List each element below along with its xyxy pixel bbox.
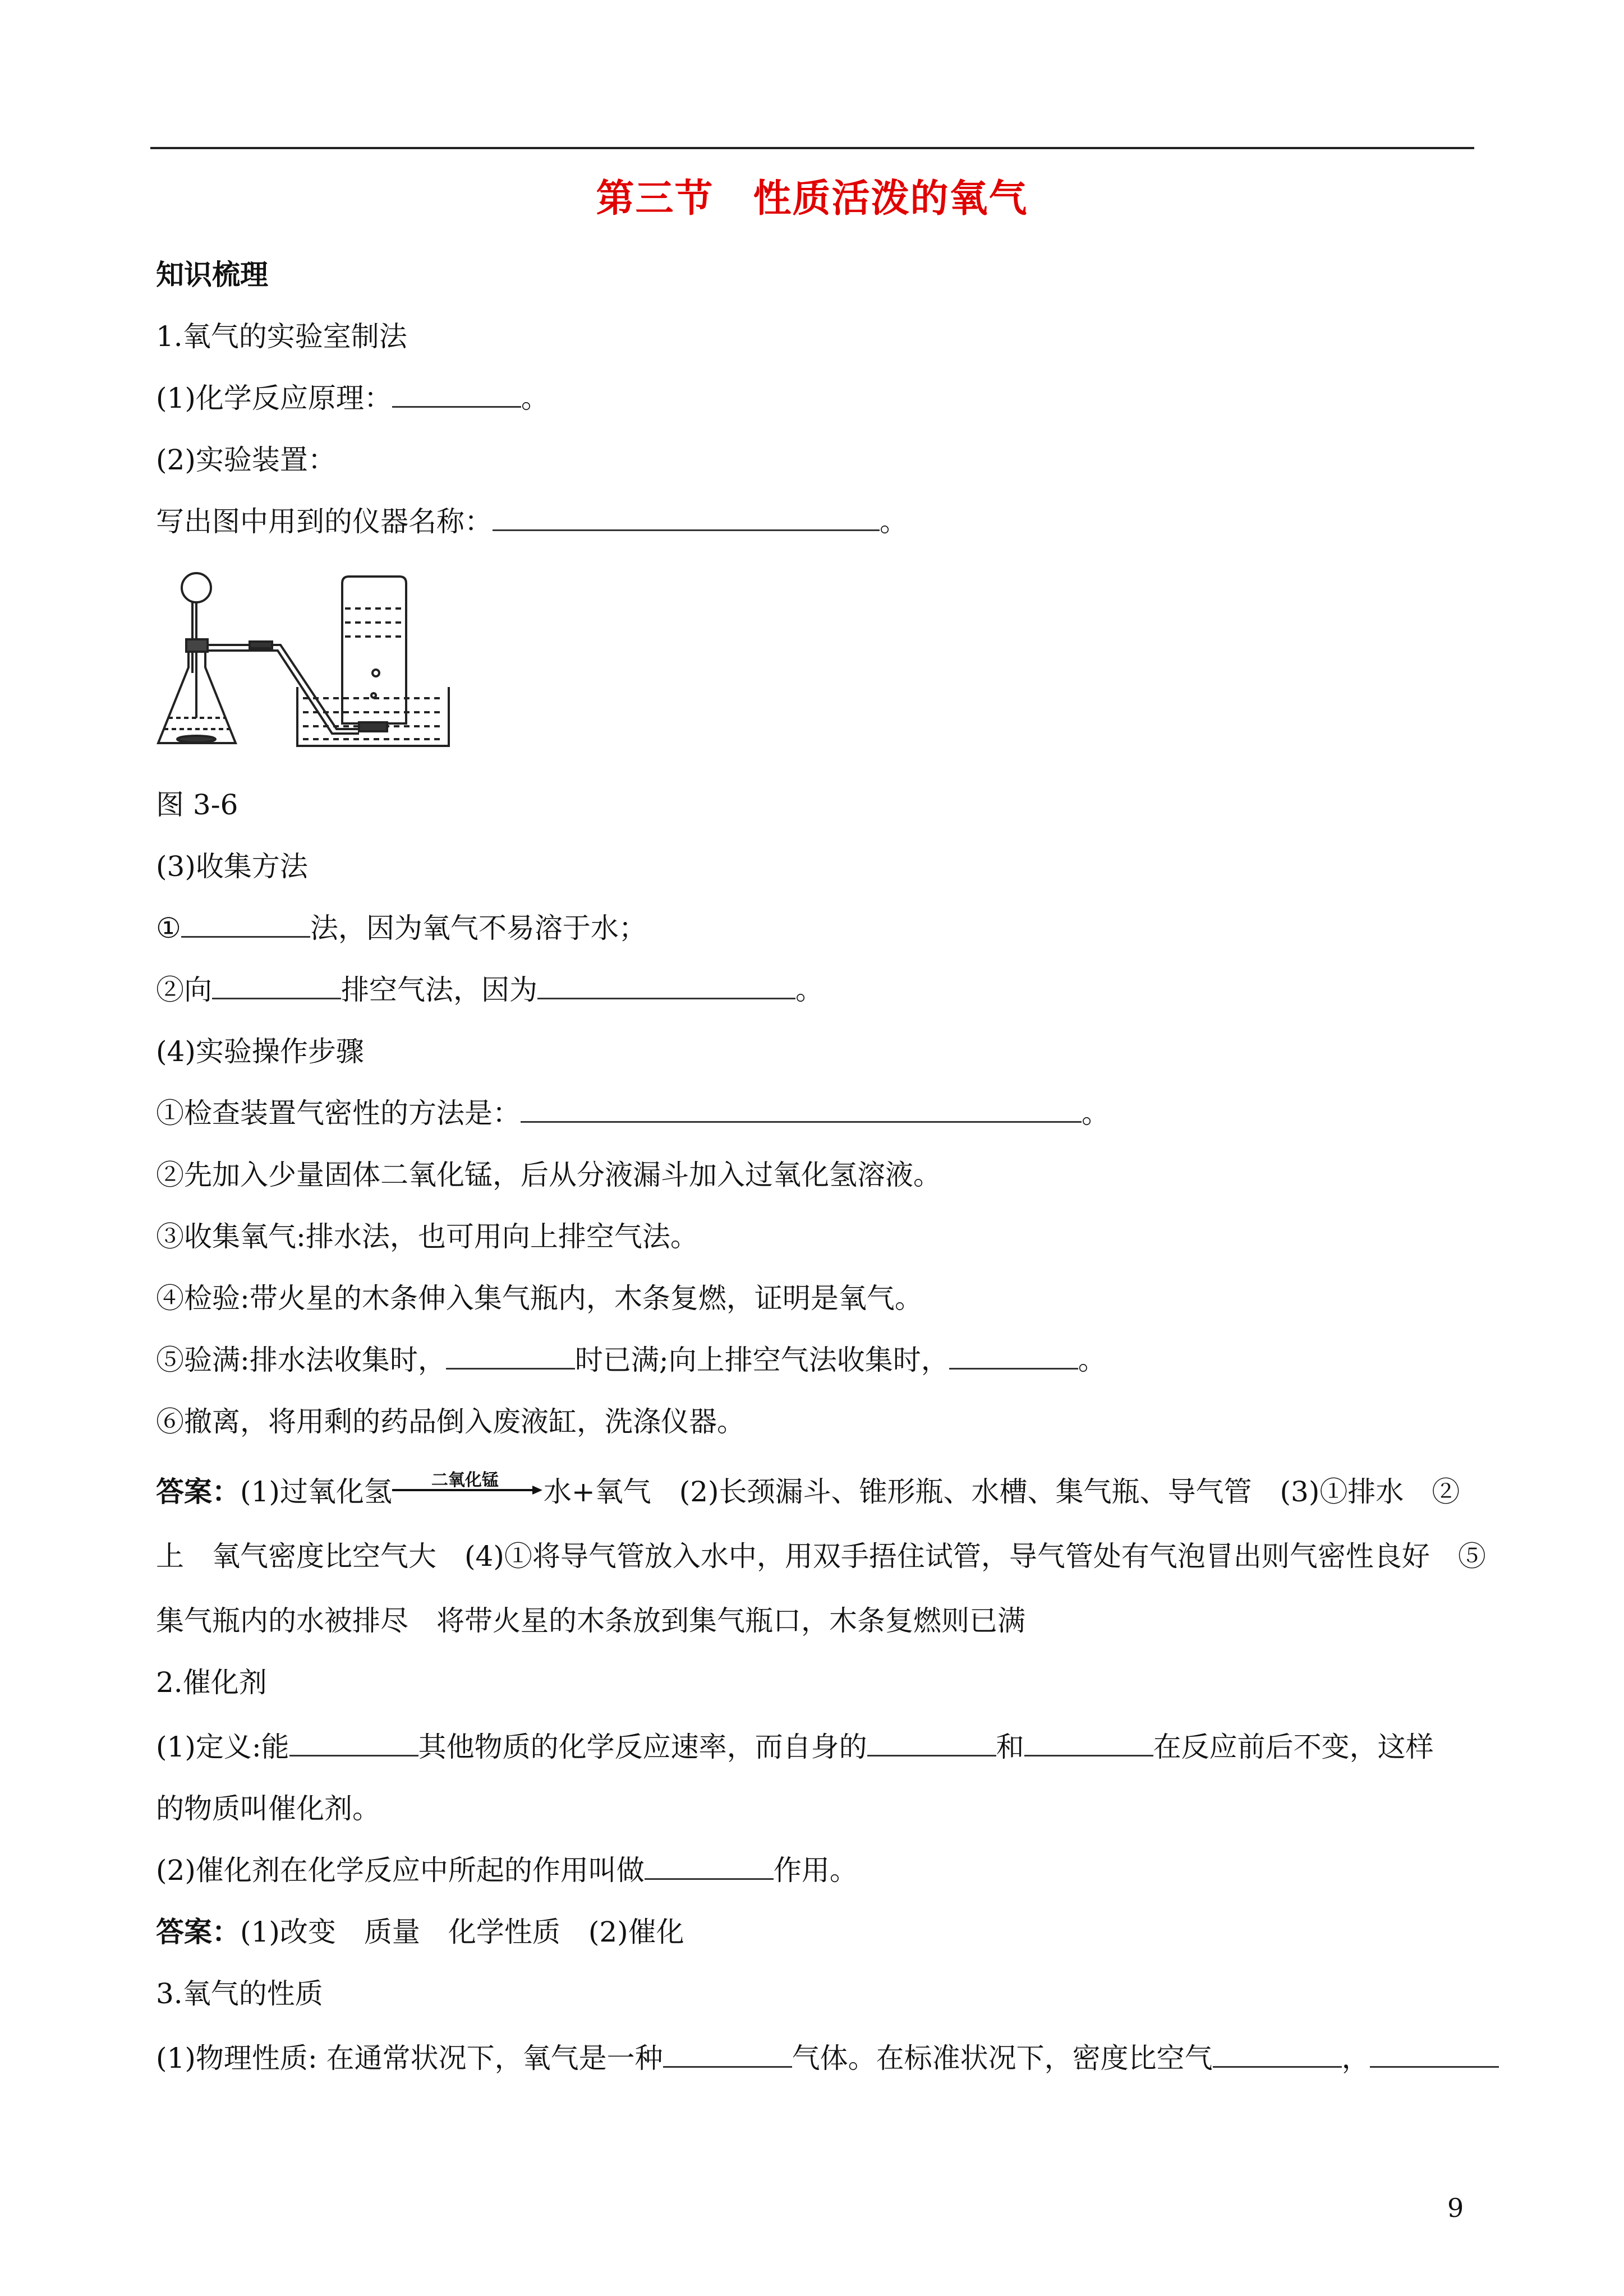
s1-q2-prompt: 写出图中用到的仪器名称： 。 — [156, 505, 908, 538]
fill-blank — [949, 1343, 1078, 1370]
answer-label: 答案： — [156, 1475, 240, 1508]
s1-q4f: ⑥撤离，将用剩的药品倒入废液缸，洗涤仪器。 — [156, 1405, 745, 1438]
fill-blank — [493, 505, 880, 531]
s1-q3b: ②向 排空气法，因为 。 — [156, 974, 823, 1006]
arrow-icon — [392, 1483, 544, 1497]
s1-q4e: ⑤验满:排水法收集时， 时已满;向上排空气法收集时， 。 — [156, 1344, 1106, 1376]
s1-heading: 1.氧气的实验室制法 — [156, 320, 407, 353]
s2-q1-line-2: 的物质叫催化剂。 — [156, 1792, 380, 1825]
s1-answer-line-1: 答案：(1)过氧化氢 二氧化锰 水+氧气 (2)长颈漏斗、锥形瓶、水槽、集气瓶、导气管 (3)①排水 ② — [156, 1472, 1460, 1511]
s3-heading: 3.氧气的性质 — [156, 1977, 323, 2010]
fill-blank — [521, 1096, 1082, 1123]
fill-blank — [212, 973, 341, 999]
s2-heading: 2.催化剂 — [156, 1666, 267, 1699]
fill-blank — [663, 2041, 792, 2068]
header-rule — [150, 147, 1474, 149]
s1-answer-line-3: 集气瓶内的水被排尽 将带火星的木条放到集气瓶口，木条复燃则已满 — [156, 1605, 1025, 1637]
lab-apparatus-figure — [151, 561, 466, 763]
s1-answer-line-2: 上 氧气密度比空气大 (4)①将导气管放入水中，用双手捂住试管，导气管处有气泡冒出则气密性良好 ⑤ — [156, 1540, 1486, 1573]
fill-blank — [289, 1730, 418, 1756]
fill-blank — [867, 1730, 996, 1756]
s2-q1: (1)定义:能 其他物质的化学反应速率，而自身的 和 在反应前后不变，这样 — [156, 1731, 1434, 1763]
s2-q2: (2)催化剂在化学反应中所起的作用叫做 作用。 — [156, 1854, 858, 1887]
page-number: 9 — [1447, 2193, 1464, 2223]
s1-q4c: ③收集氧气:排水法，也可用向上排空气法。 — [156, 1220, 698, 1253]
s1-q4: (4)实验操作步骤 — [156, 1035, 364, 1068]
section-heading: 知识梳理 — [156, 258, 268, 291]
fill-blank — [1024, 1730, 1153, 1756]
s2-answer: 答案：(1)改变 质量 化学性质 (2)催化 — [156, 1915, 684, 1948]
fill-blank — [537, 973, 795, 999]
answer-label: 答案： — [156, 1915, 240, 1948]
fill-blank — [392, 381, 521, 408]
reaction-arrow — [392, 1470, 544, 1501]
s1-q4b: ②先加入少量固体二氧化锰，后从分液漏斗加入过氧化氢溶液。 — [156, 1159, 941, 1191]
s3-q1: (1)物理性质: 在通常状况下，氧气是一种 气体。在标准状况下，密度比空气 ， — [156, 2039, 1499, 2078]
fill-blank — [181, 911, 310, 938]
fill-blank — [446, 1343, 575, 1370]
s1-q4d: ④检验:带火星的木条伸入集气瓶内，木条复燃，证明是氧气。 — [156, 1282, 923, 1315]
fill-blank — [645, 1854, 774, 1880]
s1-q2: (2)实验装置： — [156, 444, 336, 476]
reaction-condition: 二氧化锰 — [431, 1470, 499, 1490]
s1-q1: (1)化学反应原理： 。 — [156, 382, 549, 414]
fill-blank — [1370, 2041, 1499, 2068]
s1-q3a: ① 法，因为氧气不易溶于水； — [156, 912, 647, 944]
s1-q3: (3)收集方法 — [156, 850, 308, 883]
figure-caption: 图 3-6 — [156, 789, 238, 821]
page-title: 第三节 性质活泼的氧气 — [596, 176, 1028, 221]
s1-q4a: ①检查装置气密性的方法是： 。 — [156, 1097, 1110, 1129]
fill-blank — [1213, 2041, 1342, 2068]
